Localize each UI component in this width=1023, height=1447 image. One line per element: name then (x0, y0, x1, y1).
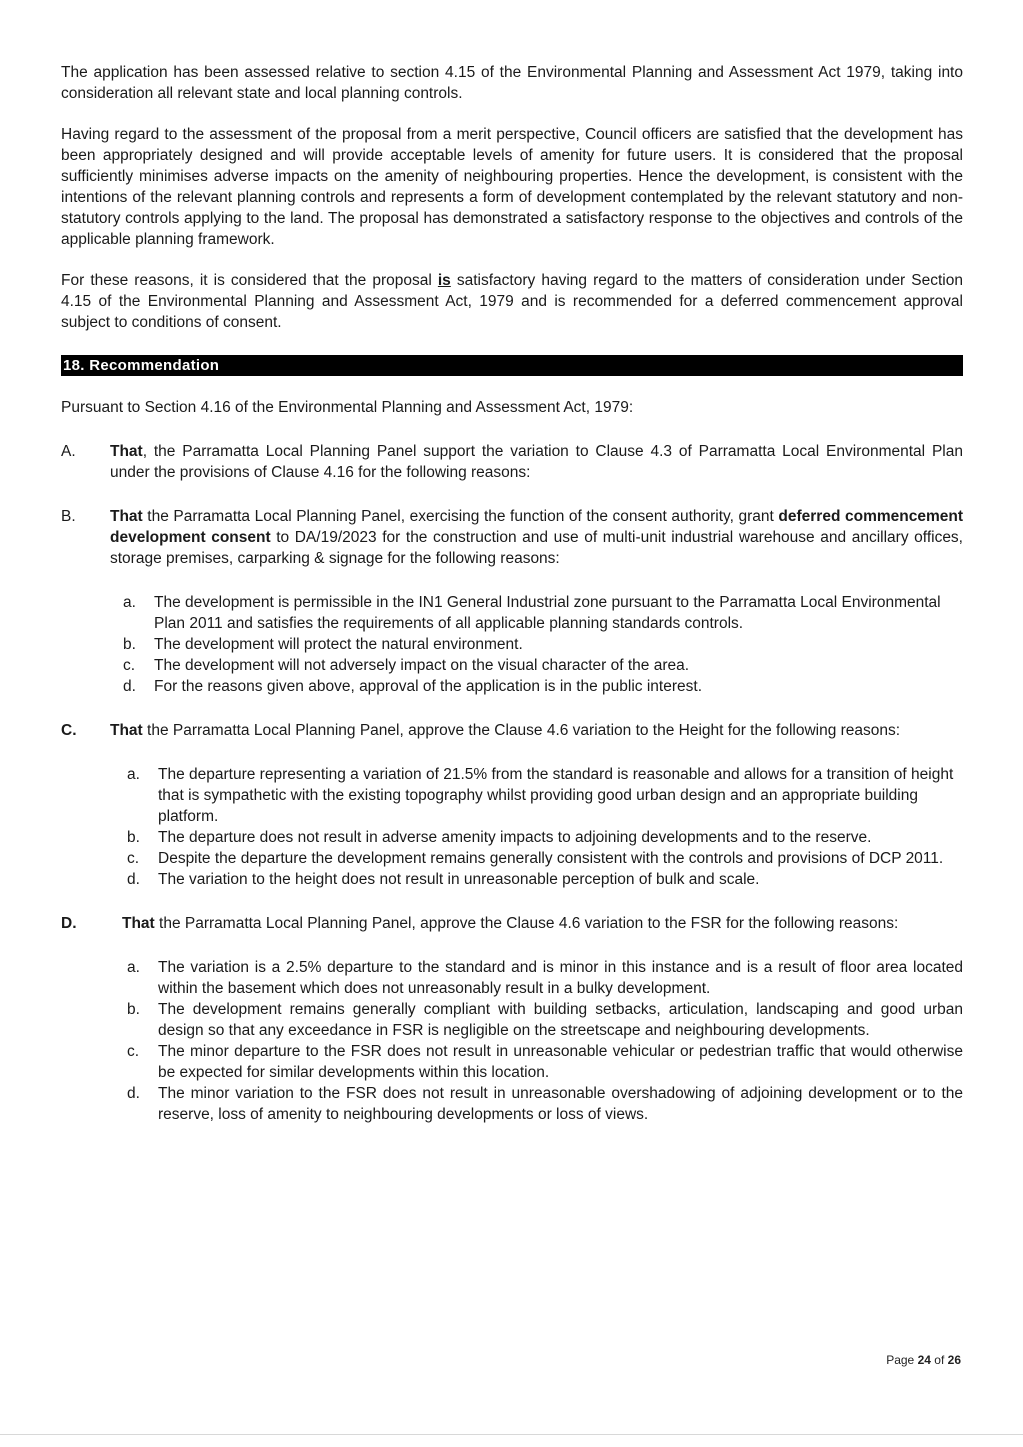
recommendation-lead: That (110, 722, 143, 739)
recommendation-text: , the Parramatta Local Planning Panel support the variation to Clause 4.3 of Parramatta Local Environmental Plan under the provisions of Clause 4.16 for the following reasons: (110, 443, 963, 481)
list-item-text: The development remains generally compliant with building setbacks, articulation, landscaping and good urban design so that any exceedance in FSR is negligible on the streetscape and neighbouring developments. (158, 1001, 963, 1039)
list-item (127, 1041, 963, 1083)
recommendation-c (61, 720, 963, 741)
list-item (127, 999, 963, 1041)
reasons-list-d (61, 957, 963, 1125)
list-item-text: The variation to the height does not result in unreasonable perception of bulk and scale. (158, 871, 760, 888)
list-item-text: The variation is a 2.5% departure to the standard and is minor in this instance and is a result of floor area located within the basement which does not unreasonably result in a bulky development. (158, 959, 963, 997)
conclusion-text-2: satisfactory having regard to the matters of consideration under Section 4.15 of the Environmental Planning and Assessment Act, 1979 and is recommended for a deferred commencement approval subject to conditions of consent. (61, 272, 963, 331)
page-label: Page (886, 1353, 915, 1367)
recommendation-lead: That (110, 443, 143, 460)
conclusion-text-1: For these reasons, it is considered that the proposal (61, 272, 438, 289)
of-label: of (934, 1353, 945, 1367)
list-item (127, 869, 963, 890)
page-number (886, 1353, 961, 1367)
section-heading: 18. Recommendation (61, 355, 963, 376)
list-item (123, 655, 963, 676)
recommendation-body (110, 720, 963, 741)
reasons-list-c (61, 764, 963, 890)
list-item-letter: a. (123, 594, 136, 611)
conclusion-emphasis: is (437, 272, 451, 289)
recommendation-letter: C. (61, 722, 77, 739)
list-item-letter: c. (127, 850, 140, 867)
recommendation-intro: Pursuant to Section 4.16 of the Environmental Planning and Assessment Act, 1979: (61, 399, 634, 416)
recommendation-letter: B. (61, 508, 76, 525)
recommendation-lead: That (122, 915, 155, 932)
paragraph-assessment: The application has been assessed relative to section 4.15 of the Environmental Planning and Assessment Act 1979, taking into consideration all relevant state and local planning controls. (61, 64, 963, 102)
list-item-letter: b. (123, 636, 136, 653)
recommendation-text: the Parramatta Local Planning Panel, approve the Clause 4.6 variation to the Height for the following reasons: (142, 722, 901, 739)
list-item-letter: c. (123, 657, 136, 674)
list-item-letter: d. (127, 871, 140, 888)
list-item-text: The minor departure to the FSR does not result in unreasonable vehicular or pedestrian traffic that would otherwise be expected for similar developments within this location. (158, 1043, 963, 1081)
recommendation-body (122, 913, 963, 934)
list-item-text: Despite the departure the development remains generally consistent with the controls and provisions of DCP 2011. (158, 850, 944, 867)
recommendation-letter: D. (61, 915, 77, 932)
recommendation-text: the Parramatta Local Planning Panel, approve the Clause 4.6 variation to the FSR for the following reasons: (154, 915, 899, 932)
list-item-text: The departure representing a variation of 21.5% from the standard is reasonable and allows for a transition of height that is sympathetic with the existing topography whilst providing good urban design and an appropriate building platform. (158, 766, 954, 825)
list-item-letter: d. (127, 1085, 140, 1102)
list-item-text: The development is permissible in the IN1 General Industrial zone pursuant to the Parramatta Local Environmental Plan 2011 and satisfies the requirements of all applicable planning standards controls. (154, 594, 941, 632)
list-item (123, 676, 963, 697)
page-total: 26 (947, 1353, 961, 1367)
list-item-text: For the reasons given above, approval of the application is in the public interest. (154, 678, 702, 695)
recommendation-body (110, 441, 963, 483)
recommendation-b (61, 506, 963, 569)
list-item (127, 957, 963, 999)
list-item-text: The minor variation to the FSR does not result in unreasonable overshadowing of adjoining development or to the reserve, loss of amenity to neighbouring developments or loss of views. (158, 1085, 963, 1123)
recommendation-lead: That (110, 508, 143, 525)
recommendation-bold-phrase: deferred commencement development consent (110, 508, 964, 546)
recommendation-a (61, 441, 963, 483)
list-item-letter: b. (127, 1001, 140, 1018)
list-item-letter: a. (127, 766, 140, 783)
list-item (127, 848, 963, 869)
list-item-letter: a. (127, 959, 140, 976)
reasons-list-b (61, 592, 963, 697)
list-item (127, 827, 963, 848)
recommendation-text: the Parramatta Local Planning Panel, exercising the function of the consent authority, grant (142, 508, 779, 525)
recommendation-text: to DA/19/2023 for the construction and use of multi-unit industrial warehouse and ancillary offices, storage premises, carparking & signage for the following reasons: (110, 529, 963, 567)
list-item-letter: c. (127, 1043, 140, 1060)
recommendation-body (110, 506, 963, 569)
list-item-letter: b. (127, 829, 140, 846)
recommendation-letter: A. (61, 443, 76, 460)
list-item (127, 764, 963, 827)
list-item-text: The departure does not result in adverse amenity impacts to adjoining developments and to the reserve. (158, 829, 872, 846)
page-bottom-rule (0, 1434, 1023, 1435)
recommendation-d (61, 913, 963, 934)
page-current: 24 (917, 1353, 931, 1367)
paragraph-conclusion (61, 270, 963, 333)
list-item-text: The development will not adversely impact on the visual character of the area. (154, 657, 690, 674)
list-item-letter: d. (123, 678, 136, 695)
page-content (61, 62, 963, 1125)
list-item-text: The development will protect the natural environment. (154, 636, 523, 653)
list-item (123, 634, 963, 655)
list-item (127, 1083, 963, 1125)
list-item (123, 592, 963, 634)
paragraph-merit: Having regard to the assessment of the proposal from a merit perspective, Council officers are satisfied that the development has been appropriately designed and will provide acceptable levels of amenity for future users. It is considered that the proposal sufficiently minimises adverse impacts on the amenity of neighbouring properties. Hence the development, is consistent with the intentions of the relevant planning controls and represents a form of development contemplated by the relevant statutory and non-statutory controls applying to the land. The proposal has demonstrated a satisfactory response to the objectives and controls of the applicable planning framework. (61, 126, 963, 248)
